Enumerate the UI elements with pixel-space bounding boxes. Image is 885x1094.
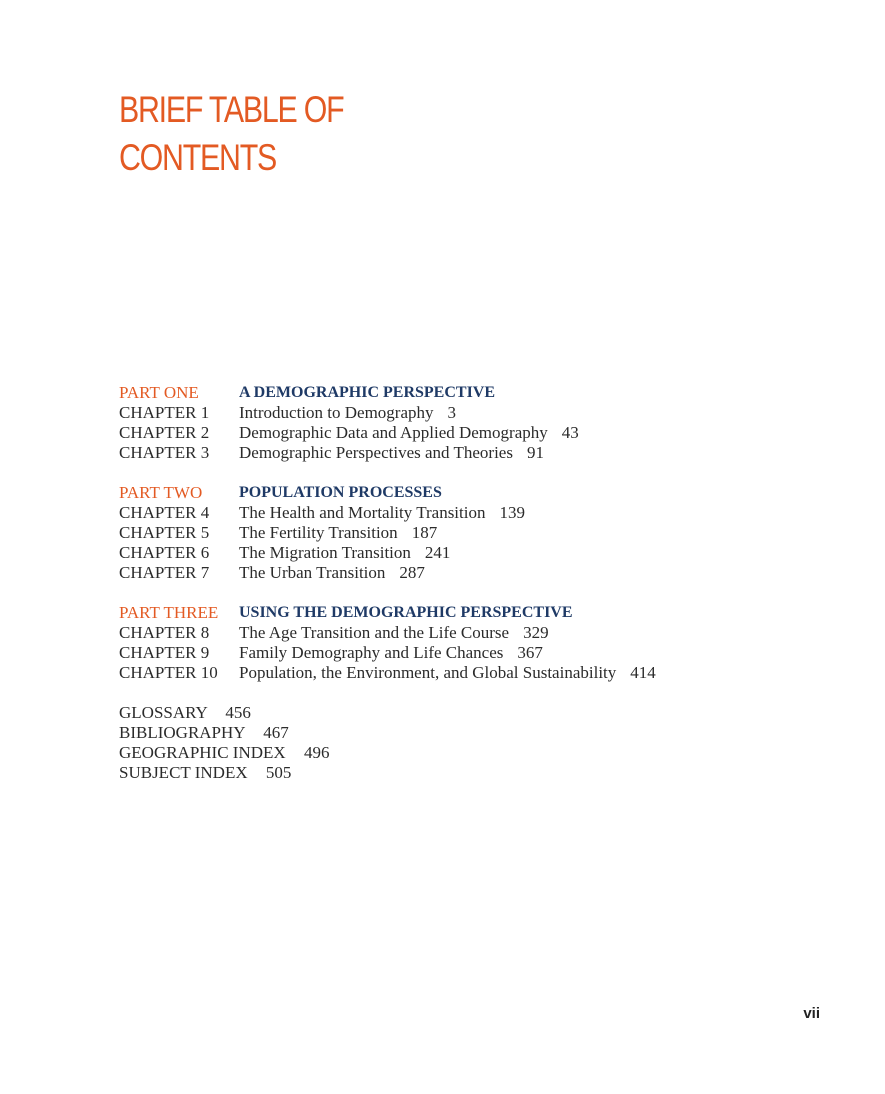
page-number: 467: [263, 723, 289, 742]
chapter-label: CHAPTER 5: [119, 523, 210, 542]
chapter-entry[interactable]: [119, 663, 819, 683]
part-label: PART THREE: [119, 603, 219, 622]
part-title: USING THE DEMOGRAPHIC PERSPECTIVE: [239, 604, 573, 621]
backmatter-title: GLOSSARY: [119, 703, 208, 722]
page-title-line-2: CONTENTS: [119, 137, 277, 178]
chapter-label: CHAPTER 4: [119, 503, 210, 522]
part-title: A DEMOGRAPHIC PERSPECTIVE: [239, 384, 496, 401]
part-heading[interactable]: [119, 483, 819, 503]
page-number: 287: [399, 563, 425, 582]
chapter-title: The Fertility Transition: [239, 523, 398, 542]
chapter-label: CHAPTER 6: [119, 543, 210, 562]
part-one: [119, 383, 819, 463]
backmatter-title: BIBLIOGRAPHY: [119, 723, 245, 742]
chapter-entry[interactable]: [119, 523, 819, 543]
backmatter-entry[interactable]: [119, 723, 819, 743]
chapter-entry[interactable]: [119, 503, 819, 523]
page-title-line-1: BRIEF TABLE OF: [119, 89, 344, 130]
chapter-title: Demographic Perspectives and Theories: [239, 443, 513, 462]
part-heading[interactable]: [119, 383, 819, 403]
part-three: [119, 603, 819, 683]
page-number: 43: [561, 423, 579, 442]
chapter-entry[interactable]: [119, 623, 819, 643]
part-heading[interactable]: [119, 603, 819, 623]
chapter-label: CHAPTER 9: [119, 643, 210, 662]
chapter-label: CHAPTER 1: [119, 403, 210, 422]
chapter-label: CHAPTER 10: [119, 663, 218, 682]
part-label: PART ONE: [119, 383, 199, 402]
chapter-entry[interactable]: [119, 543, 819, 563]
page-number: 241: [424, 543, 451, 562]
chapter-entry[interactable]: [119, 423, 819, 443]
table-of-contents: [119, 383, 819, 803]
chapter-label: CHAPTER 8: [119, 623, 210, 642]
chapter-entry[interactable]: [119, 563, 819, 583]
page-number: 496: [303, 743, 330, 762]
chapter-title: The Urban Transition: [239, 563, 386, 582]
chapter-label: CHAPTER 3: [119, 443, 210, 462]
part-title: POPULATION PROCESSES: [239, 484, 442, 501]
page-number: 187: [411, 523, 438, 542]
page-number: 329: [523, 623, 549, 642]
chapter-entry[interactable]: [119, 643, 819, 663]
part-two: [119, 483, 819, 583]
chapter-title: Introduction to Demography: [239, 403, 434, 422]
page-number: 456: [225, 703, 251, 722]
chapter-title: Family Demography and Life Chances: [239, 643, 504, 662]
chapter-label: CHAPTER 7: [119, 563, 210, 582]
chapter-entry[interactable]: [119, 403, 819, 423]
page-title: [119, 86, 447, 182]
backmatter: [119, 703, 819, 783]
page-number: 139: [499, 503, 525, 522]
backmatter-entry[interactable]: [119, 743, 819, 763]
page-folio: vii: [803, 1005, 820, 1022]
chapter-title: Demographic Data and Applied Demography: [239, 423, 548, 442]
backmatter-title: GEOGRAPHIC INDEX: [119, 743, 286, 762]
chapter-title: The Migration Transition: [239, 543, 411, 562]
page-number: 505: [265, 763, 292, 782]
page-number: 414: [630, 663, 656, 682]
page-number: 91: [526, 443, 544, 462]
backmatter-entry[interactable]: [119, 703, 819, 723]
backmatter-title: SUBJECT INDEX: [119, 763, 248, 782]
chapter-title: Population, the Environment, and Global Sustainability: [239, 663, 617, 682]
chapter-title: The Age Transition and the Life Course: [239, 623, 510, 642]
part-label: PART TWO: [119, 483, 203, 502]
page-number: 367: [517, 643, 543, 662]
chapter-entry[interactable]: [119, 443, 819, 463]
backmatter-entry[interactable]: [119, 763, 819, 783]
page-number: 3: [447, 403, 457, 422]
chapter-title: The Health and Mortality Transition: [239, 503, 486, 522]
chapter-label: CHAPTER 2: [119, 423, 210, 442]
